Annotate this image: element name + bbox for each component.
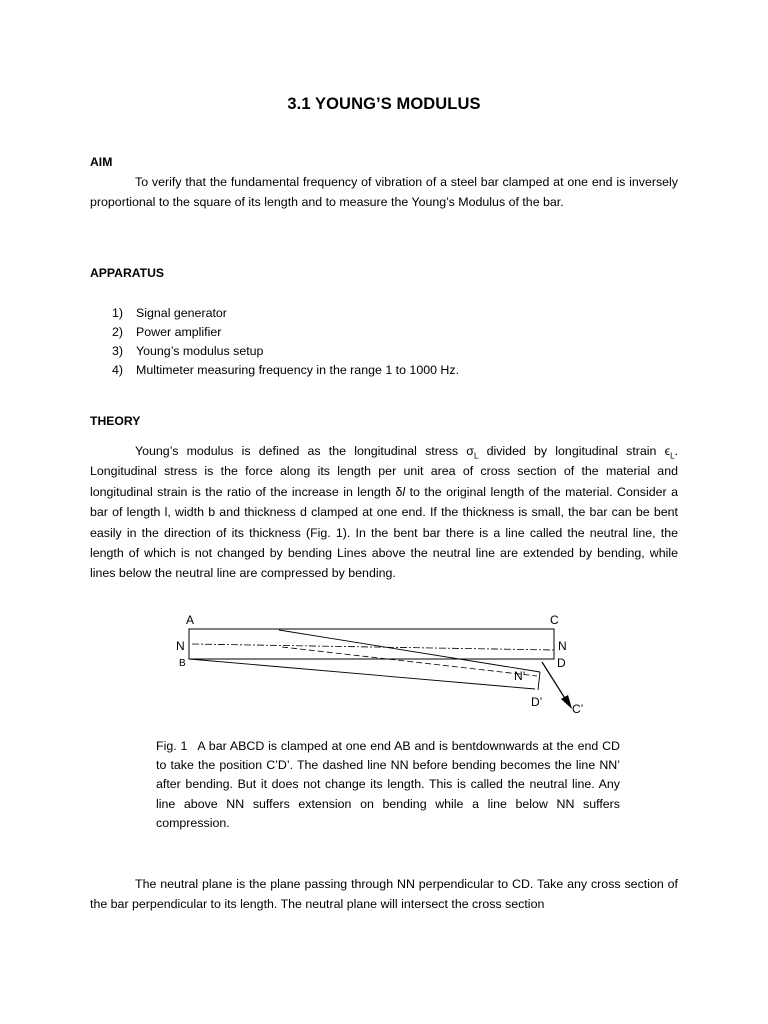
- bent-bar-bottom-edge: [189, 659, 535, 689]
- caption-text: A bar ABCD is clamped at one end AB and is bentdownwards at the end CD to take the position C’D’. The dashed line NN before bending becomes the line NN’ after bending. But it does not change its length. This is called the neutral line. Any line above NN suffers extension on bending while a line below NN suffers compression.: [156, 739, 620, 830]
- label-c-prime: C’: [572, 702, 584, 716]
- label-n-left: N: [176, 639, 185, 653]
- theory-text: divided by longitudinal strain ϵ: [478, 444, 671, 458]
- theory-heading: THEORY: [90, 414, 141, 428]
- apparatus-list: [112, 304, 459, 380]
- list-text: Signal generator: [136, 306, 227, 320]
- list-item: [112, 361, 459, 380]
- list-number: 4): [112, 363, 124, 377]
- list-number: 2): [112, 325, 124, 339]
- label-n-right: N: [558, 639, 567, 653]
- label-b: B: [179, 658, 186, 669]
- neutral-plane-paragraph: The neutral plane is the plane passing through NN perpendicular to CD. Take any cross section of the bar perpendicular to its length. The neutral plane will intersect the cross section: [90, 877, 678, 912]
- list-number: 3): [112, 344, 124, 358]
- label-d: D: [557, 656, 566, 670]
- subscript: L: [670, 451, 675, 461]
- label-n-prime: N’: [514, 669, 526, 683]
- label-c: C: [550, 613, 559, 627]
- aim-heading: AIM: [90, 155, 113, 169]
- bend-arrow-head: [561, 695, 572, 709]
- bar-rectangle: [189, 629, 554, 659]
- bent-end-edge: [538, 672, 540, 690]
- list-item: [112, 304, 459, 323]
- theory-text: to the original length of the material. Consider a bar of length l, width b and thickness d clamped at one end. If the thickness is small, the bar can be bent easily in the direction of its thickness (Fig. 1). In the bent bar there is a line called the neutral line, the length of which is not changed by bending Lines above the neutral line are extended by bending, while lines below the neutral line are compressed by bending.: [90, 484, 678, 581]
- page-title: 3.1 YOUNG’S MODULUS: [287, 95, 481, 113]
- aim-paragraph: To verify that the fundamental frequency of vibration of a steel bar clamped at one end is inversely proportional to the square of its length and to measure the Young’s Modulus of the bar.: [90, 175, 678, 210]
- list-text: Multimeter measuring frequency in the range 1 to 1000 Hz.: [136, 363, 460, 377]
- list-item: [112, 323, 459, 342]
- list-text: Young’s modulus setup: [136, 344, 264, 358]
- caption-label: Fig. 1: [156, 739, 188, 753]
- figure-1-diagram: [0, 600, 768, 725]
- theory-text: Young’s modulus is defined as the longitudinal stress σ: [135, 444, 474, 458]
- apparatus-heading: APPARATUS: [90, 266, 165, 280]
- italic-l: l: [402, 484, 406, 499]
- label-d-prime: D’: [531, 695, 543, 709]
- theory-paragraph: [90, 441, 678, 584]
- theory-text: . Longitudinal stress is the force along its length per unit area of cross section of the material and longitudinal strain is the ratio of the increase in length δ: [90, 444, 679, 499]
- label-a: A: [186, 613, 195, 627]
- subscript: L: [473, 451, 479, 461]
- list-number: 1): [112, 306, 124, 320]
- list-text: Power amplifier: [136, 325, 222, 339]
- list-item: [112, 342, 459, 361]
- figure-caption: [156, 737, 620, 833]
